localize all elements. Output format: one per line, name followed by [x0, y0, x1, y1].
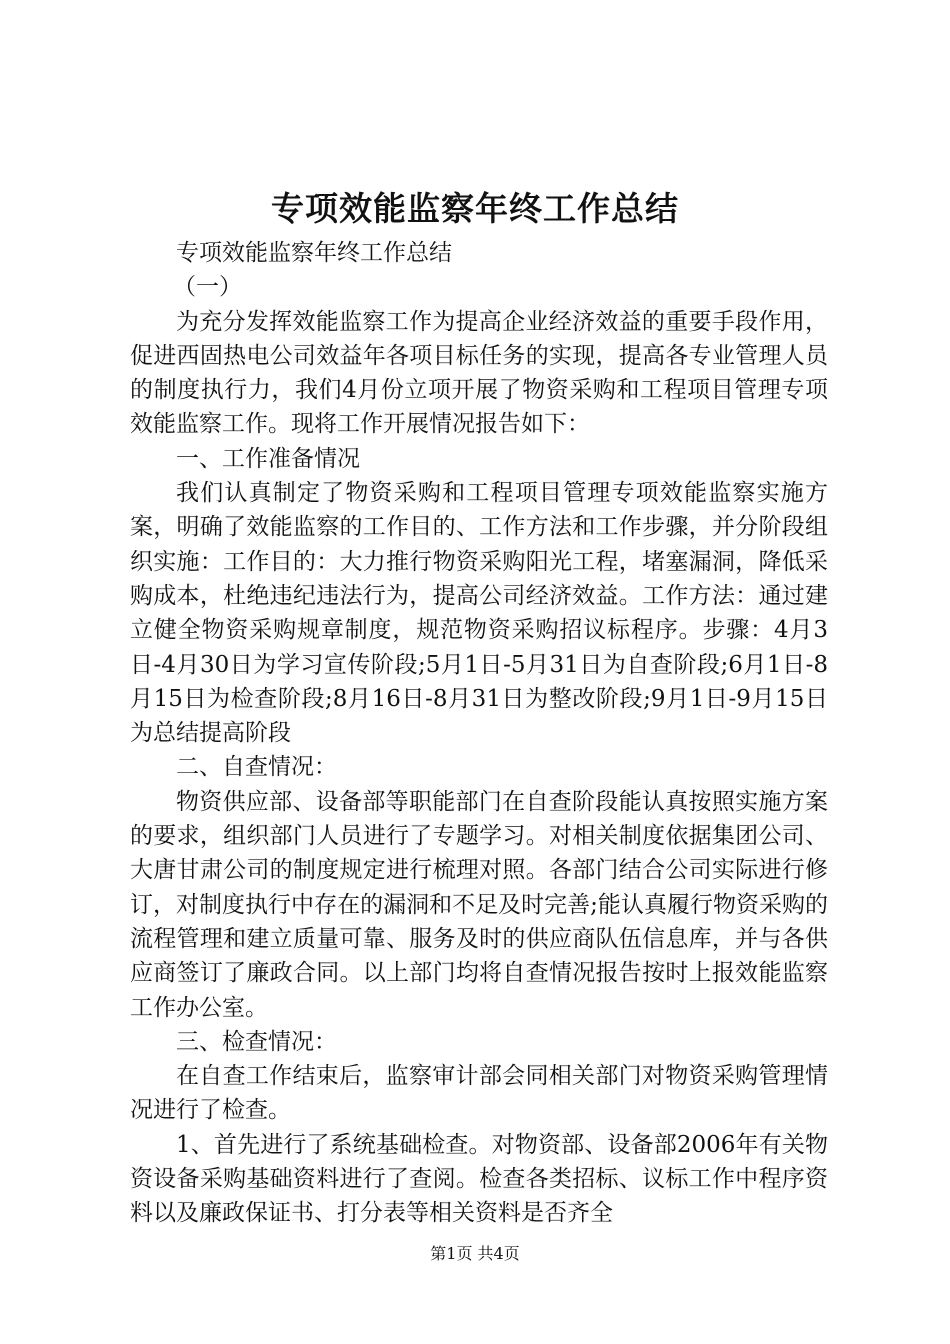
heading-self-check: 二、自查情况：: [176, 754, 337, 781]
section-number-paragraph: （一）: [173, 274, 242, 301]
document-title: 专项效能监察年终工作总结: [271, 189, 679, 228]
page-number-footer: 第1页 共4页: [430, 1244, 520, 1263]
subtitle-paragraph: 专项效能监察年终工作总结: [176, 240, 452, 266]
document-body: [130, 236, 828, 1231]
preparation-paragraph: 我们认真制定了物资采购和工程项目管理专项效能监察实施方案，明确了效能监察的工作目的、工作方法和工作步骤，并分阶段组织实施：工作目的：大力推行物资采购阳光工程，堵塞漏洞，降低采购成本，杜绝违纪违法行为，提高公司经济效益。工作方法：通过建立健全物资采购规章制度，规范物资采购招议标程序。步骤：4月3日-4月30日为学习宣传阶段;5月1日-5月31日为自查阶段;6月1日-8月15日为检查阶段;8月16日-8月31日为整改阶段;9月1日-9月15日为总结提高阶段: [130, 480, 828, 747]
intro-paragraph: 为充分发挥效能监察工作为提高企业经济效益的重要手段作用，促进西固热电公司效益年各项目标任务的实现，提高各专业管理人员的制度执行力，我们4月份立项开展了物资采购和工程项目管理专项效能监察工作。现将工作开展情况报告如下：: [130, 308, 828, 438]
inspection-item-1-paragraph: 1、首先进行了系统基础检查。对物资部、设备部2006年有关物资设备采购基础资料进行了查阅。检查各类招标、议标工作中程序资料以及廉政保证书、打分表等相关资料是否齐全: [130, 1131, 828, 1227]
inspection-paragraph: 在自查工作结束后，监察审计部会同相关部门对物资采购管理情况进行了检查。: [130, 1063, 828, 1124]
heading-preparation: 一、工作准备情况: [176, 445, 360, 472]
heading-inspection: 三、检查情况：: [176, 1028, 337, 1055]
self-check-paragraph: 物资供应部、设备部等职能部门在自查阶段能认真按照实施方案的要求，组织部门人员进行了专题学习。对相关制度依据集团公司、大唐甘肃公司的制度规定进行梳理对照。各部门结合公司实际进行修订，对制度执行中存在的漏洞和不足及时完善;能认真履行物资采购的流程管理和建立质量可靠、服务及时的供应商队伍信息库，并与各供应商签订了廉政合同。以上部门均将自查情况报告按时上报效能监察工作办公室。: [130, 788, 828, 1021]
